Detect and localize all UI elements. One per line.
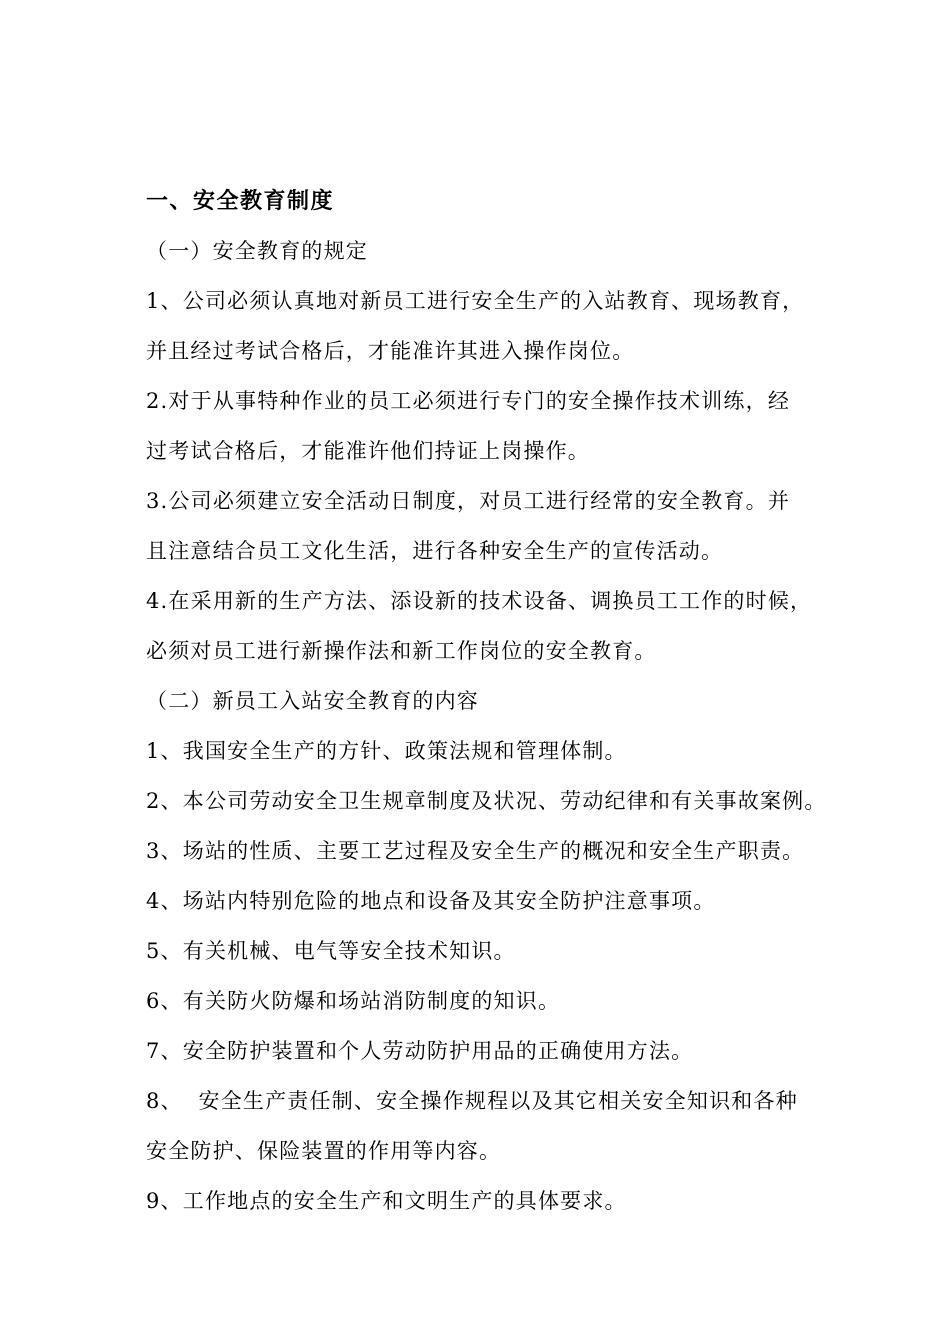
paragraph-line: 且注意结合员工文化生活，进行各种安全生产的宣传活动。 [146, 539, 724, 563]
list-item: 4、场站内特别危险的地点和设备及其安全防护注意事项。 [146, 889, 716, 913]
paragraph-line: 3.公司必须建立安全活动日制度，对员工进行经常的安全教育。并 [146, 489, 791, 513]
list-item: 9、工作地点的安全生产和文明生产的具体要求。 [146, 1189, 627, 1213]
paragraph-line: 并且经过考试合格后，才能准许其进入操作岗位。 [146, 339, 635, 363]
heading: 一、安全教育制度 [146, 188, 335, 214]
list-item: 8、 安全生产责任制、安全操作规程以及其它相关安全知识和各种 [146, 1089, 798, 1113]
list-item: 2、本公司劳动安全卫生规章制度及状况、劳动纪律和有关事故案例。 [146, 789, 827, 813]
list-item: 1、我国安全生产的方针、政策法规和管理体制。 [146, 739, 627, 763]
list-item: 安全防护、保险装置的作用等内容。 [146, 1139, 502, 1163]
list-item: 3、场站的性质、主要工艺过程及安全生产的概况和安全生产职责。 [146, 839, 805, 863]
list-item: 5、有关机械、电气等安全技术知识。 [146, 939, 516, 963]
section-title: （二）新员工入站安全教育的内容 [146, 689, 479, 713]
paragraph-line: 2.对于从事特种作业的员工必须进行专门的安全操作技术训练，经 [146, 389, 791, 413]
list-item: 7、安全防护装置和个人劳动防护用品的正确使用方法。 [146, 1039, 694, 1063]
paragraph-line: 过考试合格后，才能准许他们持证上岗操作。 [146, 439, 590, 463]
section-title: （一）安全教育的规定 [146, 239, 368, 263]
paragraph-line: 1、公司必须认真地对新员工进行安全生产的入站教育、现场教育， [146, 289, 805, 313]
paragraph-line: 4.在采用新的生产方法、添设新的技术设备、调换员工工作的时候， [146, 589, 813, 613]
list-item: 6、有关防火防爆和场站消防制度的知识。 [146, 989, 561, 1013]
paragraph-line: 必须对员工进行新操作法和新工作岗位的安全教育。 [146, 639, 657, 663]
